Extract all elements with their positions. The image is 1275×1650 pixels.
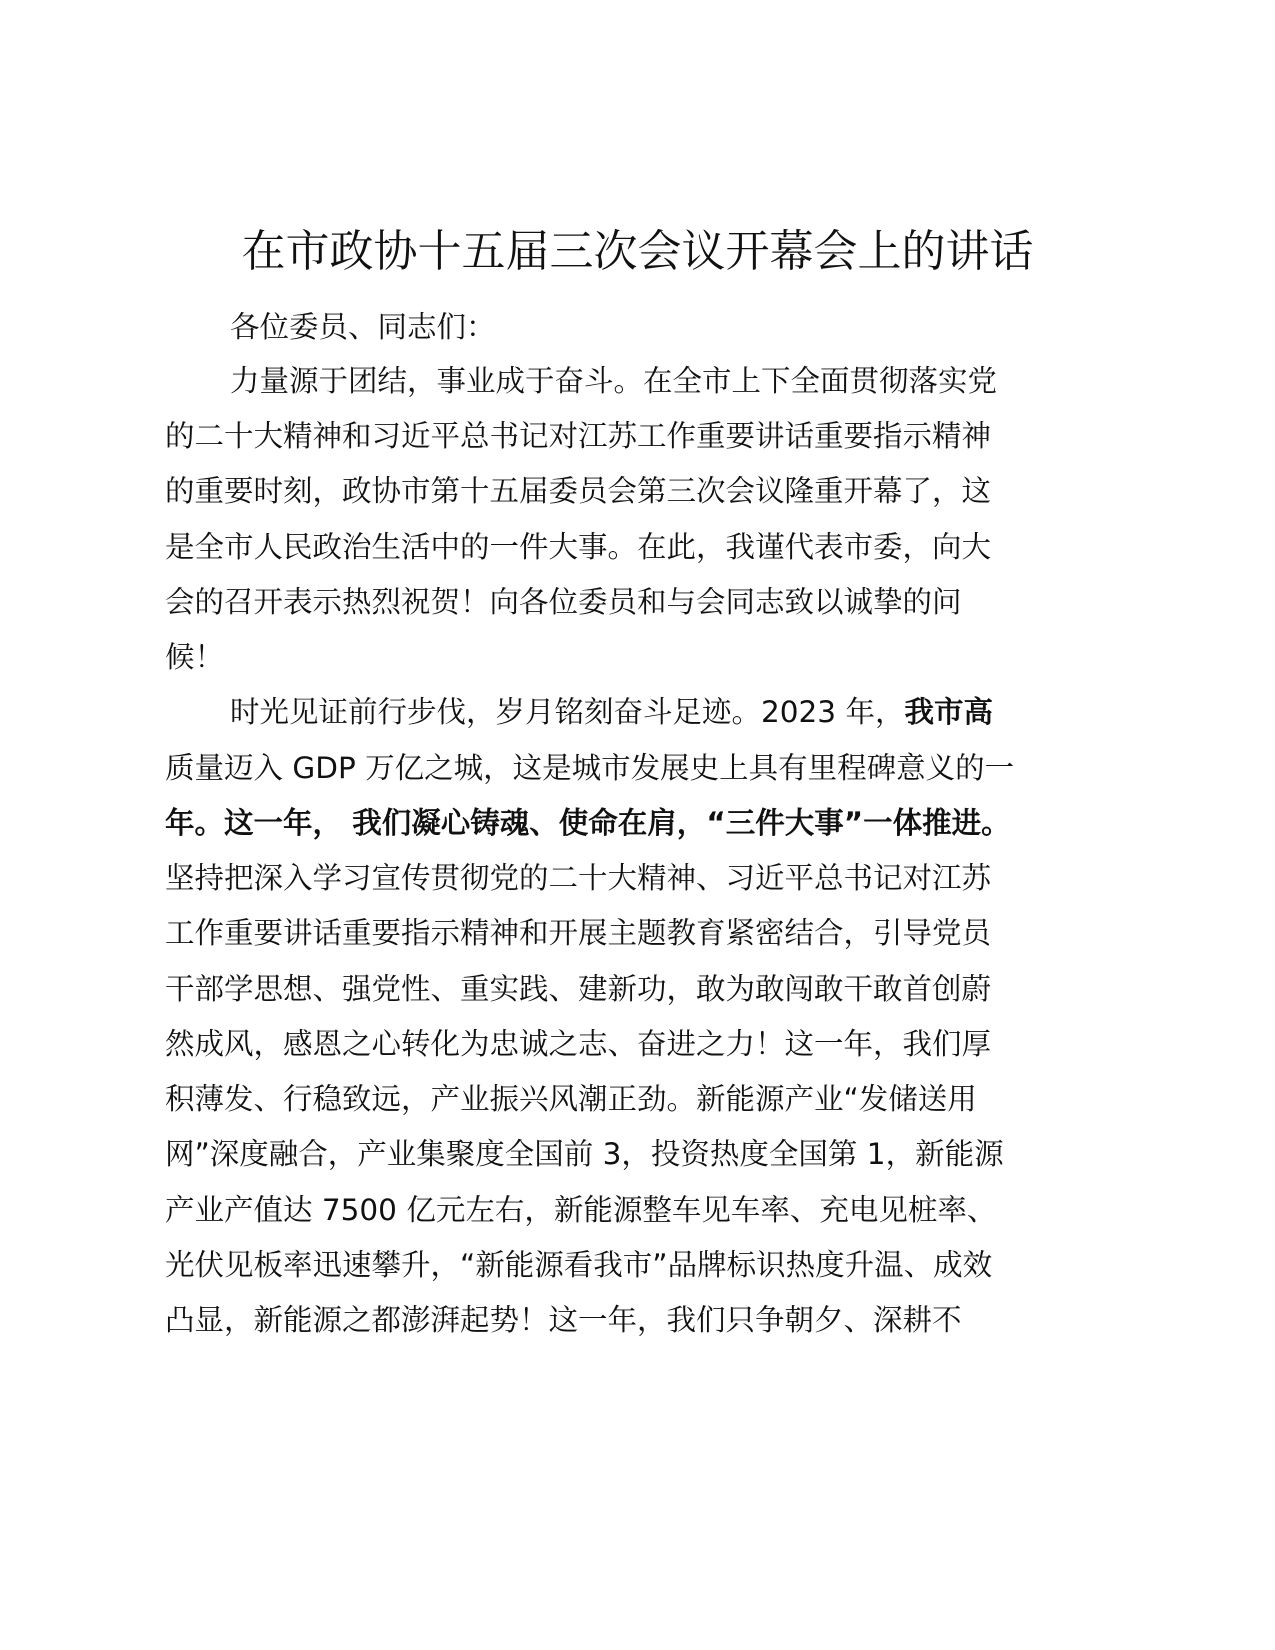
document-title: 在市政协十五届三次会议开幕会上的讲话	[241, 226, 1034, 277]
body-line: 网”深度融合，产业集聚度全国前 3，投资热度全国第 1，新能源	[165, 1137, 1004, 1171]
body-line: 是全市人民政治生活中的一件大事。在此，我谨代表市委，向大	[165, 530, 992, 564]
body-line: 的二十大精神和习近平总书记对江苏工作重要讲话重要指示精神	[165, 419, 992, 453]
body-text-bold: “三件大事”一体推进。	[706, 806, 1011, 840]
body-line: 积薄发、行稳致远，产业振兴风潮正劲。新能源产业“发储送用	[165, 1082, 977, 1116]
salutation: 各位委员、同志们：	[230, 310, 496, 344]
body-line	[165, 803, 1011, 843]
body-line: 坚持把深入学习宣传贯彻党的二十大精神、习近平总书记对江苏	[165, 861, 992, 895]
body-line: 凸显，新能源之都澎湃起势！这一年，我们只争朝夕、深耕不	[165, 1303, 962, 1337]
body-text-bold: 我市高	[904, 695, 993, 729]
body-text-bold: 年。这一年，	[165, 806, 343, 840]
body-line: 产业产值达 7500 亿元左右，新能源整车见车率、充电见桩率、	[165, 1193, 997, 1227]
body-line: 光伏见板率迅速攀升，“新能源看我市”品牌标识热度升温、成效	[165, 1248, 993, 1282]
body-line: 候！	[165, 640, 225, 674]
body-text-bold: 我们凝心铸魂、使命在肩，	[352, 806, 707, 840]
body-line: 然成风，感恩之心转化为忠诚之志、奋进之力！这一年，我们厚	[165, 1027, 992, 1061]
body-line: 干部学思想、强党性、重实践、建新功，敢为敢闯敢干敢首创蔚	[165, 972, 992, 1006]
body-line	[230, 692, 993, 732]
body-line: 力量源于团结，事业成于奋斗。在全市上下全面贯彻落实党	[230, 364, 998, 398]
body-line: 的重要时刻，政协市第十五届委员会第三次会议隆重开幕了，这	[165, 474, 992, 508]
body-line: 会的召开表示热烈祝贺！向各位委员和与会同志致以诚挚的问	[165, 585, 962, 619]
body-line: 工作重要讲话重要指示精神和开展主题教育紧密结合，引导党员	[165, 916, 992, 950]
body-line: 质量迈入 GDP 万亿之城，这是城市发展史上具有里程碑意义的一	[165, 751, 1015, 785]
body-text: 时光见证前行步伐，岁月铭刻奋斗足迹。2023 年，	[230, 695, 905, 729]
